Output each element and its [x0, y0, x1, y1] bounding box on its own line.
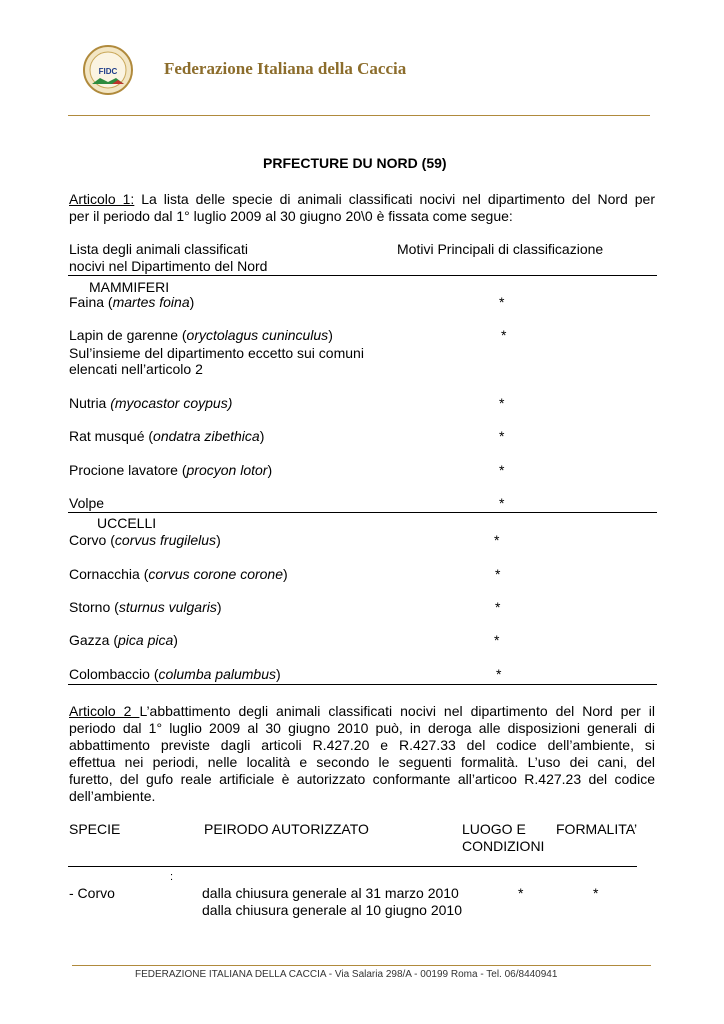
col-place-1: LUOGO E: [462, 821, 526, 837]
species-row: Cornacchia (corvus corone corone): [69, 566, 288, 582]
article1-label: Articolo 1:: [69, 191, 135, 207]
row-period-1: dalla chiusura generale al 31 marzo 2010: [202, 885, 459, 901]
org-title: Federazione Italiana della Caccia: [164, 59, 407, 78]
birds-heading: UCCELLI: [97, 515, 157, 531]
colon-mark: :: [170, 871, 174, 883]
fidc-logo: [82, 44, 134, 96]
list-header-left-2: nocivi nel Dipartimento del Nord: [69, 258, 268, 274]
col-species: SPECIE: [69, 821, 121, 837]
species-row: Lapin de garenne (oryctolagus cuninculus): [69, 327, 333, 343]
col-period: PEIRODO AUTORIZZATO: [204, 821, 369, 837]
row-mark-formality: *: [593, 885, 599, 901]
article1-line2: per il periodo dal 1° luglio 2009 al 30 giugno 20\0 è fissata come segue:: [69, 208, 513, 224]
species-row: Faina (martes foina): [69, 294, 195, 310]
classification-mark: *: [499, 294, 505, 310]
species-note: Sul’insieme del dipartimento eccetto sui comuni: [69, 345, 364, 361]
birds-rule: [68, 684, 657, 685]
classification-mark: *: [494, 632, 500, 648]
classification-mark: *: [495, 566, 501, 582]
classification-mark: *: [496, 666, 502, 682]
article2-line6: dell’ambiente.: [69, 788, 156, 804]
article2-line1: Articolo 2 L’abbattimento degli animali classificati nocivi nel dipartimento del Nord per il: [69, 703, 656, 719]
article2-line5: furetto, del gufo reale artificiale è autorizzato conformante all’articoo R.427.23 del codice: [69, 771, 655, 787]
classification-mark: *: [499, 462, 505, 478]
article1-text-1: La lista delle specie di animali classificati nocivi nel dipartimento del Nord per: [134, 191, 655, 207]
article2-line2: periodo dal 1° luglio 2009 al 30 giugno 2010 può, in deroga alle disposizioni generali di: [69, 720, 655, 736]
row-period-2: dalla chiusura generale al 10 giugno 2010: [202, 902, 462, 918]
row-species: - Corvo: [69, 885, 115, 901]
document-title: PRFECTURE DU NORD (59): [263, 155, 447, 171]
classification-mark: *: [499, 428, 505, 444]
list-header-rule: [68, 275, 657, 276]
species-row: Volpe: [69, 495, 105, 511]
article1-line1: [69, 191, 655, 208]
col-place-2: CONDIZIONI: [462, 838, 545, 854]
table2-rule: [68, 866, 637, 867]
header-divider: [68, 115, 650, 116]
article2-line3: abbattimento previste dagli articoli R.427.20 e R.427.33 del codice dell’ambiente, si: [69, 737, 655, 753]
col-formality: FORMALITA’: [556, 821, 638, 837]
species-row: Gazza (pica pica): [69, 632, 178, 648]
article2-label: Articolo 2: [69, 703, 140, 719]
species-row: Colombaccio (columba palumbus): [69, 666, 281, 682]
species-row: Rat musqué (ondatra zibethica): [69, 428, 265, 444]
mammals-heading: MAMMIFERI: [89, 279, 170, 295]
row-mark-place: *: [518, 885, 524, 901]
footer-text: FEDERAZIONE ITALIANA DELLA CACCIA - Via Salaria 298/A - 00199 Roma - Tel. 06/8440941: [135, 969, 558, 980]
classification-mark: *: [499, 495, 505, 511]
species-row: Storno (sturnus vulgaris): [69, 599, 222, 615]
species-row: Procione lavatore (procyon lotor): [69, 462, 273, 478]
article2-line4: effettua nei periodi, nelle località e secondo le seguenti formalità. L’uso dei cani, del: [69, 754, 655, 770]
species-note: elencati nell’articolo 2: [69, 361, 203, 377]
species-row: Nutria (myocastor coypus): [69, 395, 233, 411]
list-header-left-1: Lista degli animali classificati: [69, 241, 248, 257]
species-row: Corvo (corvus frugilelus): [69, 532, 221, 548]
classification-mark: *: [495, 599, 501, 615]
classification-mark: *: [494, 532, 500, 548]
logo-text: FIDC: [98, 67, 118, 76]
classification-mark: *: [499, 395, 505, 411]
footer-divider: [72, 965, 651, 966]
list-header-right: Motivi Principali di classificazione: [397, 241, 604, 257]
classification-mark: *: [501, 327, 507, 343]
mammals-rule: [68, 512, 657, 513]
